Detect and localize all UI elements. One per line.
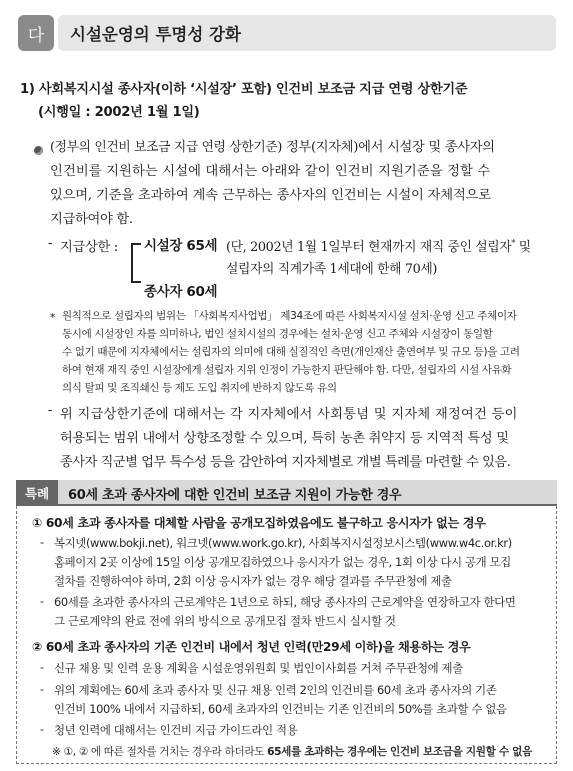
footnote-line-4: 하여 현재 재직 중인 시설장에게 설립자 지위 인정이 가능한지 판단해야 함. 다만, 설립자의 시설 사유화 [62, 364, 512, 376]
bullet-icon [34, 146, 43, 155]
footnote-line-3: 수 없기 때문에 지자체에서는 설립자의 의미에 대해 실질적인 측면(개인재산 출연여부 및 규모 등)을 고려 [62, 346, 520, 358]
case1-item1-dash: - [40, 535, 45, 549]
heading-line-2: (시행일 : 2002년 1월 1일) [38, 105, 200, 120]
adjust-dash: - [48, 403, 53, 418]
main-para-line-2: 인건비를 지원하는 시설에 대해서는 아래와 같이 인건비 지원기준을 정할 수 [50, 164, 491, 179]
adjust-line-1: 위 지급상한기준에 대해서는 각 지자체에서 사회통념 및 지자체 재정여건 등이 [60, 407, 518, 422]
heading-line-1: 1) 사회복지시설 종사자(이하 ‘시설장’ 포함) 인건비 보조금 지급 연령 상한기준 [20, 82, 468, 97]
special-case-bar [16, 480, 557, 506]
case2-item2-line-2: 인건비 100% 내에서 지급하되, 60세 초과자의 인건비는 기존 인건비의 50%를 초과할 수 없음 [54, 702, 507, 716]
adjust-line-3: 종사자 직군별 업무 특수성 등을 감안하여 지자체별로 개별 특례를 마련할 수 있음. [60, 455, 511, 470]
case2-item1-line-1: 신규 채용 및 인력 운용 계획을 시설운영위원회 및 법인이사회를 거쳐 주무관청에 제출 [54, 661, 463, 675]
case2-item2-line-1: 위의 계획에는 60세 초과 종사자 및 신규 채용 인력 2인의 인건비를 60세 초과 종사자의 기존 [54, 683, 497, 697]
limit-director-note-1 [226, 236, 531, 255]
case2-note [52, 744, 532, 759]
footnote-line-5: 의식 탈피 및 조직쇄신 등 제도 도입 취지에 반하지 않도록 유의 [62, 382, 337, 394]
section-title: 시설운영의 투명성 강화 [58, 15, 556, 51]
case2-item1-dash: - [40, 660, 45, 674]
main-para-line-1 [50, 136, 495, 155]
limits-dash: - [48, 236, 53, 251]
case1-item2-line-2: 그 근로계약의 완료 전에 위의 방식으로 공개모집 절차 반드시 실시할 것 [54, 614, 396, 628]
case2-note-prefix: ※ ①, ② 에 따른 절차를 거치는 경우라 하더라도 [52, 746, 268, 758]
main-para-line-3: 있으며, 기준을 초과하여 계속 근무하는 종사자의 인건비는 시설이 자체적으로 [50, 188, 491, 203]
special-case-label: 특례 [16, 480, 58, 506]
section-letter-badge: 다 [18, 15, 54, 51]
special-case-title: 60세 초과 종사자에 대한 인건비 보조금 지원이 가능한 경우 [68, 488, 402, 503]
case2-heading: ② 60세 초과 종사자의 기존 인건비 내에서 청년 인력(만29세 이하)을 채용하는 경우 [32, 640, 471, 654]
footnote-star: * [50, 311, 56, 324]
case2-item3-dash: - [40, 722, 45, 736]
limits-label: 지급상한 : [60, 240, 118, 255]
footnote-line-1: 원칙적으로 설립자의 범위는 「사회복지사업법」 제34조에 따른 사회복지시설 설치·운영 신고 주체이자 [62, 310, 517, 322]
case1-item1-line-3: 절차를 진행하여야 하며, 2회 이상 응시자가 없는 경우 해당 결과를 주무관청에 제출 [54, 574, 452, 588]
main-para-text-1: 정부(지자체)에서 시설장 및 종사자의 [282, 140, 495, 155]
case2-item2-dash: - [40, 682, 45, 696]
case2-item3-line-1: 청년 인력에 대해서는 인건비 지급 가이드라인 적용 [54, 723, 298, 737]
limit-director-note-2: 설립자의 직계가족 1세대에 한해 70세) [226, 262, 438, 277]
limits-bracket-top [131, 243, 141, 257]
case2-note-bold: 65세를 초과하는 경우에는 인건비 보조금을 지원할 수 없음 [267, 746, 532, 758]
case1-item2-line-1: 60세를 초과한 종사자의 근로계약은 1년으로 하되, 해당 종사자의 근로계약을 연장하고자 한다면 [54, 595, 516, 609]
main-para-line-4: 지급하여야 함. [50, 212, 133, 227]
footnote-line-2: 동시에 시설장인 자를 의미하나, 법인 설치시설의 경우에는 설치·운영 신고 주체와 시설장이 동일할 [62, 328, 493, 340]
director-note-text-b: 및 [515, 240, 531, 255]
director-note-text: (단, 2002년 1월 1일부터 현재까지 재직 중인 설립자 [226, 240, 512, 255]
section-header [18, 12, 556, 54]
director-note-star: * [511, 238, 515, 248]
adjust-line-2: 허용되는 범위 내에서 상향조정할 수 있으며, 특히 농촌 취약지 등 지역적 특성 및 [60, 431, 509, 446]
limit-staff: 종사자 60세 [144, 284, 218, 300]
case1-item2-dash: - [40, 594, 45, 608]
case1-item1-line-1: 복지넷(www.bokji.net), 워크넷(www.work.go.kr), 사회복지시설정보시스템(www.w4c.or.kr) [54, 536, 512, 550]
limits-bracket-bottom [131, 257, 141, 283]
case1-heading: ① 60세 초과 종사자를 대체할 사람을 공개모집하였음에도 불구하고 응시자가 없는 경우 [32, 516, 486, 530]
limit-director: 시설장 65세 [144, 238, 218, 254]
case1-item1-line-2: 홈페이지 2곳 이상에 15일 이상 공개모집하였으나 응시자가 없는 경우, 1회 이상 다시 공개 모집 [54, 555, 511, 569]
main-para-lead: (정부의 인건비 보조금 지급 연령 상한기준) [50, 140, 283, 155]
